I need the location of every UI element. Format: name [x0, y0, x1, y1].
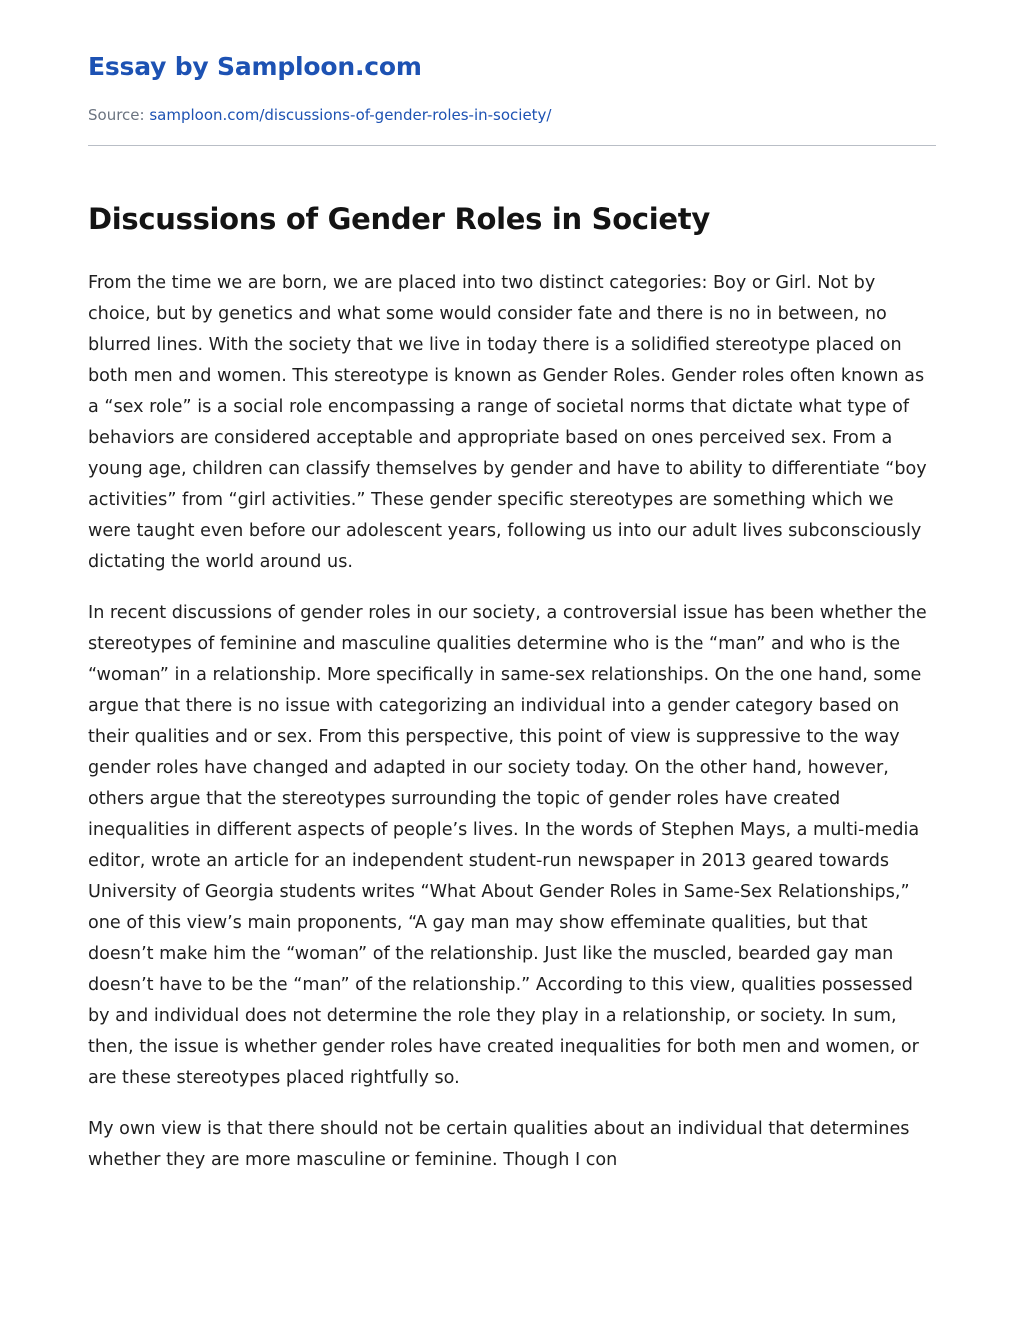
essay-body — [88, 268, 936, 1196]
header-divider — [88, 145, 936, 146]
essay-title: Discussions of Gender Roles in Society — [88, 202, 710, 236]
source-link[interactable]: samploon.com/discussions-of-gender-roles-in-society/ — [149, 106, 552, 124]
source-line — [88, 106, 551, 124]
essay-paragraph: In recent discussions of gender roles in our society, a controversial issue has been whether the stereotypes of feminine and masculine qualities determine who is the “man” and who is the “woman” in a relationship. More specifically in same-sex relationships. On the one hand, some argue that there is no issue with categorizing an individual into a gender category based on their qualities and or sex. From this perspective, this point of view is suppressive to the way gender roles have changed and adapted in our society today. On the other hand, however, others argue that the stereotypes surrounding the topic of gender roles have created inequalities in different aspects of people’s lives. In the words of Stephen Mays, a multi-media editor, wrote an article for an independent student-run newspaper in 2013 geared towards University of Georgia students writes “What About Gender Roles in Same-Sex Relationships,” one of this view’s main proponents, “A gay man may show effeminate qualities, but that doesn’t make him the “woman” of the relationship. Just like the muscled, bearded gay man doesn’t have to be the “man” of the relationship.” According to this view, qualities possessed by and individual does not determine the role they play in a relationship, or society. In sum, then, the issue is whether gender roles have created inequalities for both men and women, or are these stereotypes placed rightfully so. — [88, 603, 927, 1088]
site-brand[interactable]: Essay by Samploon.com — [88, 52, 422, 81]
essay-paragraph: My own view is that there should not be certain qualities about an individual that determines whether they are more masculine or feminine. Though I con — [88, 1119, 910, 1170]
essay-paragraph: From the time we are born, we are placed into two distinct categories: Boy or Girl. Not by choice, but by genetics and what some would consider fate and there is no in between, no blurred lines. With the society that we live in today there is a solidified stereotype placed on both men and women. This stereotype is known as Gender Roles. Gender roles often known as a “sex role” is a social role encompassing a range of societal norms that dictate what type of behaviors are considered acceptable and appropriate based on ones perceived sex. From a young age, children can classify themselves by gender and have to ability to differentiate “boy activities” from “girl activities.” These gender specific stereotypes are something which we were taught even before our adolescent years, following us into our adult lives subconsciously dictating the world around us. — [88, 273, 927, 572]
source-label: Source: — [88, 106, 145, 124]
